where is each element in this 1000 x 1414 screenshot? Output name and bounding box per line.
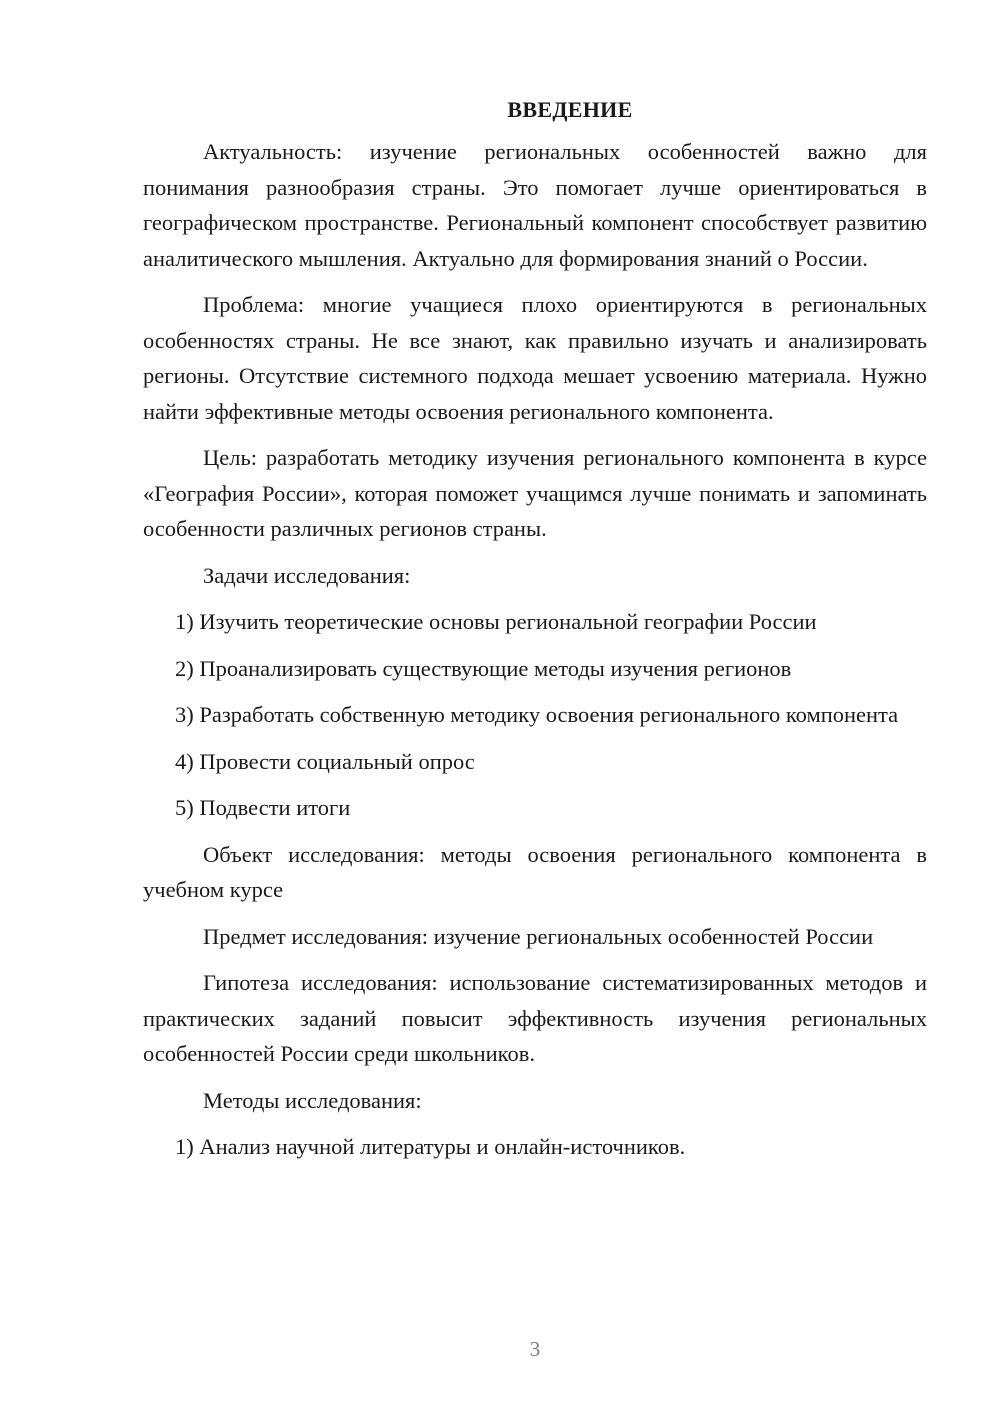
task-item-4: 4) Провести социальный опрос (175, 748, 475, 774)
page-title: ВВЕДЕНИЕ (507, 97, 633, 122)
task-item-1: 1) Изучить теоретические основы региональной географии России (175, 609, 817, 634)
method-item-1: 1) Анализ научной литературы и онлайн-источников. (175, 1134, 686, 1159)
task-item-3: 3) Разработать собственную методику освоения регионального компонента (175, 702, 899, 727)
relevance-paragraph: Актуальность: изучение региональных особенностей важно для понимания разнообразия страны. Это помогает лучше ориентироваться в географическом пространстве. Региональный компонент способствует развитию аналитического мышления. Актуально для формирования знаний о России. (143, 139, 927, 271)
goal-paragraph: Цель: разработать методику изучения регионального компонента в курсе «География России», которая поможет учащимся лучше понимать и запоминать особенности различных регионов страны. (143, 445, 927, 541)
object-paragraph: Объект исследования: методы освоения регионального компонента в учебном курсе (143, 841, 927, 902)
task-item-5: 5) Подвести итоги (175, 795, 351, 820)
subject-paragraph: Предмет исследования: изучение региональных особенностей России (203, 923, 874, 949)
page-content (143, 96, 927, 1176)
hypothesis-paragraph: Гипотеза исследования: использование систематизированных методов и практических заданий повысит эффективность изучения региональных особенностей России среди школьников. (143, 970, 927, 1066)
problem-paragraph: Проблема: многие учащиеся плохо ориентируются в региональных особенностях страны. Не все знают, как правильно изучать и анализировать регионы. Отсутствие системного подхода мешает усвоению материала. Нужно найти эффективные методы освоения регионального компонента. (143, 292, 927, 424)
task-item-2: 2) Проанализировать существующие методы изучения регионов (175, 655, 792, 681)
tasks-label: Задачи исследования: (203, 562, 411, 588)
methods-label: Методы исследования: (203, 1087, 422, 1113)
page-number: 3 (529, 1337, 541, 1361)
